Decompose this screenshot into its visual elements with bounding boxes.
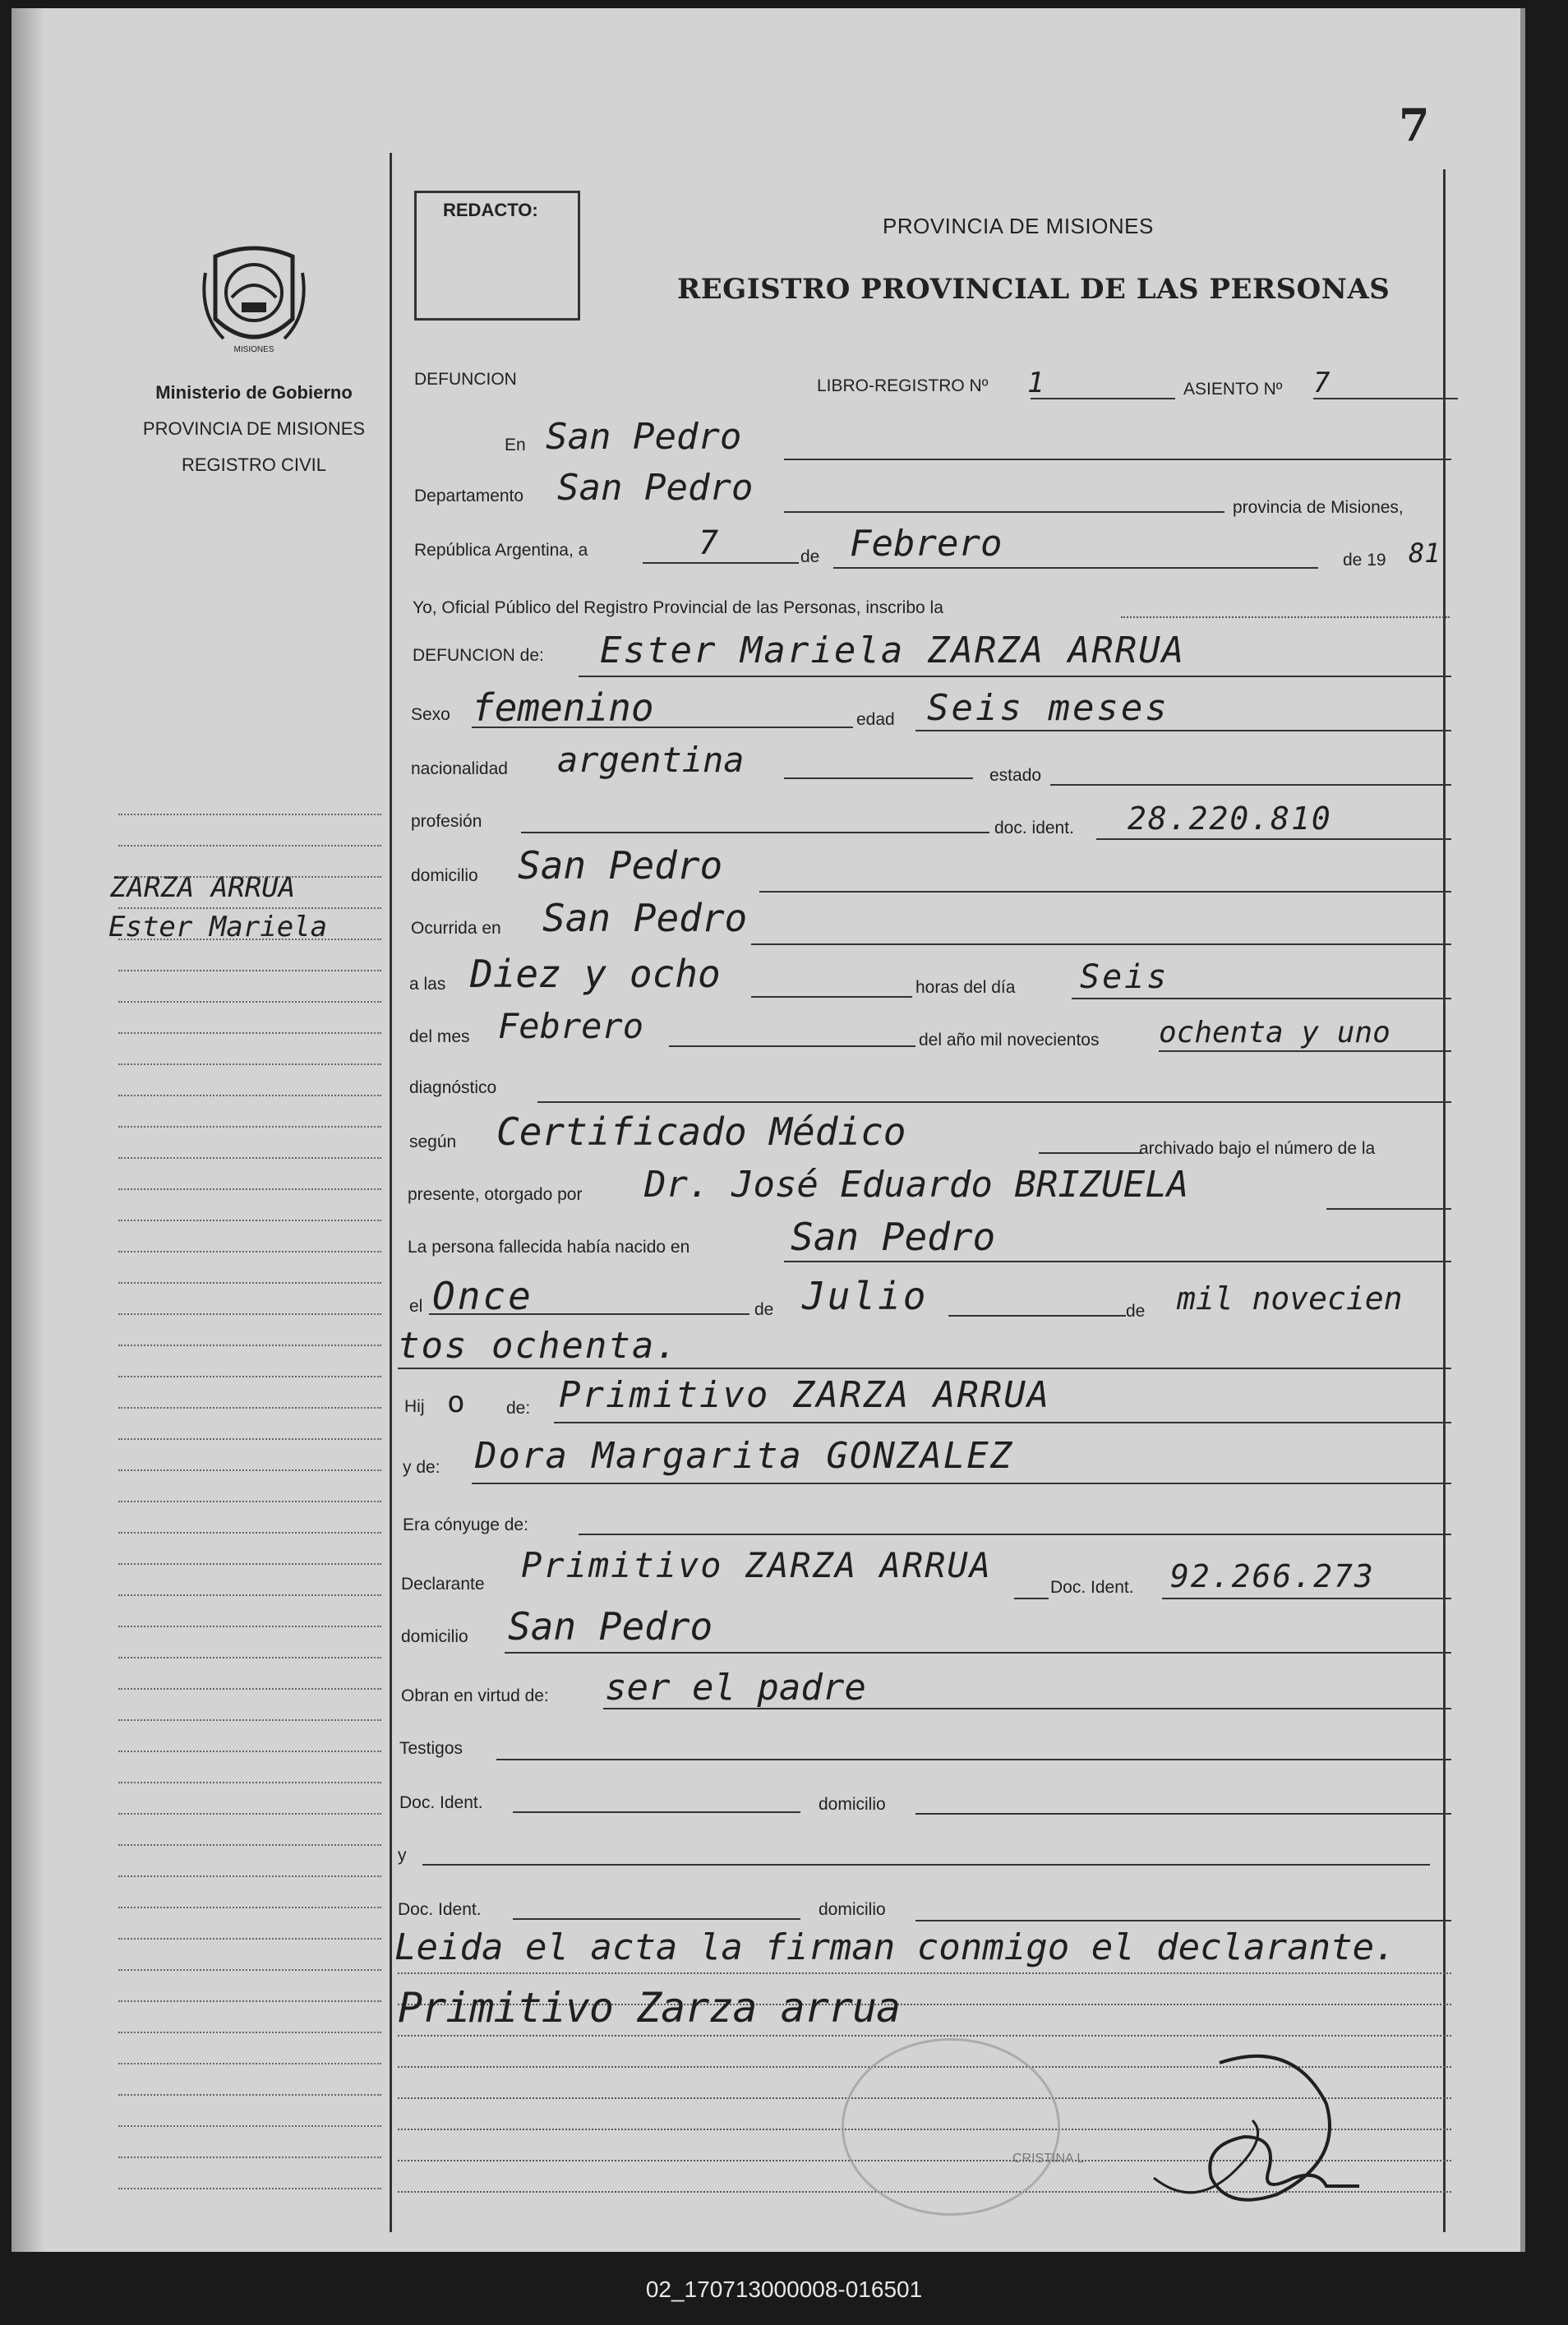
nac-year-value1: mil novecien — [1177, 1280, 1403, 1317]
margin-rule-line — [118, 2000, 381, 2002]
margin-rule-line — [118, 1407, 381, 1409]
margin-rule-line — [118, 1032, 381, 1034]
ocurrida-line — [751, 943, 1451, 945]
margin-rule-line — [118, 1563, 381, 1565]
departamento-value: San Pedro — [557, 467, 754, 509]
edad-label: edad — [856, 710, 895, 729]
closing-statement: Leida el acta la firman conmigo el declarante. — [394, 1926, 1396, 1968]
margin-rule-line — [118, 1626, 381, 1627]
dom1-line — [915, 1813, 1451, 1815]
margin-rule-line — [118, 970, 381, 971]
margin-rule-line — [118, 2125, 381, 2127]
domicilio-label: domicilio — [411, 866, 478, 885]
margin-rule-line — [118, 1220, 381, 1221]
testigos-label: Testigos — [399, 1739, 463, 1758]
register-page — [12, 8, 1525, 2252]
en-line — [784, 459, 1451, 460]
declarante-dom-label: domicilio — [401, 1627, 468, 1646]
nac-year-line2 — [398, 1368, 1451, 1369]
nacionalidad-label: nacionalidad — [411, 759, 508, 778]
margin-rule-line — [118, 2157, 381, 2158]
conyuge-line — [579, 1534, 1451, 1535]
estado-line — [1050, 784, 1451, 786]
estado-label: estado — [989, 766, 1042, 785]
horas-value: Seis — [1080, 958, 1169, 996]
doc2-line — [513, 1918, 800, 1920]
margin-rule-line — [118, 1469, 381, 1471]
year-value: 81 — [1409, 537, 1441, 569]
declarante-doc-label: Doc. Ident. — [1050, 1578, 1134, 1597]
header-registry: REGISTRO PROVINCIAL DE LAS PERSONAS — [677, 273, 1390, 306]
diagnostico-line — [537, 1101, 1451, 1103]
y-de-value: Dora Margarita GONZALEZ — [475, 1435, 1014, 1477]
diagnostico-label: diagnóstico — [409, 1078, 497, 1097]
hijo-de-line — [554, 1422, 1451, 1423]
doc1-label: Doc. Ident. — [399, 1793, 483, 1812]
republica-label: República Argentina, a — [414, 541, 588, 560]
nacionalidad-line — [784, 777, 973, 779]
en-value: San Pedro — [546, 416, 742, 458]
margin-rule-line — [118, 845, 381, 847]
a-las-line — [751, 996, 912, 998]
nac-year-value2: tos ochenta. — [398, 1325, 679, 1367]
defuncion-de-label: DEFUNCION de: — [413, 646, 544, 665]
stamp-text: CRISTINA L — [1012, 2152, 1085, 2166]
doc1-line — [513, 1811, 800, 1813]
declarante-label: Declarante — [401, 1575, 485, 1594]
nac-de-label: de — [754, 1300, 774, 1319]
horas-label: horas del día — [915, 978, 1016, 997]
declarante-dom-line — [505, 1652, 1451, 1654]
day-value: 7 — [699, 524, 719, 562]
del-mes-label: del mes — [409, 1027, 470, 1046]
margin-rule-line — [118, 1813, 381, 1815]
dom1-label: domicilio — [819, 1795, 886, 1814]
doc2-label: Doc. Ident. — [398, 1900, 482, 1919]
el-value: Once — [432, 1274, 533, 1318]
hijo-suffix: o — [447, 1386, 465, 1419]
margin-rule-line — [118, 1532, 381, 1534]
departamento-label: Departamento — [414, 487, 524, 505]
presente-line — [1326, 1208, 1451, 1210]
redacto-box — [414, 191, 580, 321]
header-province: PROVINCIA DE MISIONES — [883, 214, 1154, 238]
margin-rule-line — [118, 1844, 381, 1846]
del-mes-line — [669, 1045, 915, 1047]
y-de-line — [472, 1483, 1451, 1484]
sexo-line — [472, 727, 853, 728]
margin-surname: ZARZA ARRUA — [110, 871, 296, 904]
del-anio-value: ochenta y uno — [1159, 1016, 1390, 1049]
margin-rule-line — [118, 1063, 381, 1065]
nac-de-label2: de — [1126, 1302, 1146, 1321]
margin-rule-line — [118, 1157, 381, 1159]
margin-rule-line — [118, 1907, 381, 1908]
declarante-line — [1014, 1598, 1049, 1599]
margin-rule-line — [118, 1376, 381, 1377]
right-border-line — [1443, 169, 1446, 2232]
edad-value: Seis meses — [927, 687, 1169, 729]
segun-line — [1039, 1152, 1142, 1154]
ocurrida-value: San Pedro — [542, 896, 748, 940]
defuncion-title: DEFUNCION — [414, 370, 517, 389]
del-anio-label: del año mil novecientos — [919, 1031, 1100, 1049]
margin-rule-line — [118, 1875, 381, 1877]
closing-rule-line — [398, 1972, 1451, 1974]
margin-rule-line — [118, 1126, 381, 1128]
doc-ident-value: 28.220.810 — [1128, 800, 1332, 837]
ministry-line1: Ministerio de Gobierno — [155, 382, 353, 403]
image-caption: 02_170713000008-016501 — [645, 2277, 923, 2302]
nac-month-line — [948, 1315, 1126, 1317]
redacto-label: REDACTO: — [443, 200, 538, 220]
margin-rule-line — [118, 814, 381, 815]
declarante-dom-value: San Pedro — [508, 1604, 713, 1649]
year-label: de 19 — [1343, 551, 1386, 570]
hijo-label: Hij — [404, 1397, 425, 1416]
day-line — [643, 562, 799, 564]
libro-line — [1031, 398, 1175, 399]
sexo-label: Sexo — [411, 705, 450, 724]
presente-value: Dr. José Eduardo BRIZUELA — [644, 1164, 1189, 1206]
domicilio-line — [759, 891, 1451, 893]
provincial-emblem — [199, 240, 309, 358]
el-line — [429, 1313, 749, 1315]
hijo-de-label: de: — [506, 1399, 531, 1418]
profesion-line — [521, 832, 989, 833]
y-de-label: y de: — [403, 1458, 440, 1477]
margin-rule-line — [118, 2032, 381, 2033]
archivado-label: archivado bajo el número de la — [1139, 1139, 1376, 1158]
declarante-value: Primitivo ZARZA ARRUA — [521, 1545, 993, 1585]
en-label: En — [505, 436, 526, 454]
y-line — [422, 1864, 1430, 1866]
margin-rule-line — [118, 1282, 381, 1284]
margin-rule-line — [118, 1719, 381, 1721]
conyuge-label: Era cónyuge de: — [403, 1515, 528, 1534]
margin-rule-line — [118, 2063, 381, 2064]
month-value: Febrero — [850, 523, 1003, 565]
obran-label: Obran en virtud de: — [401, 1686, 549, 1705]
libro-value: 1 — [1027, 367, 1045, 399]
ministry-line2: PROVINCIA DE MISIONES — [142, 418, 366, 439]
nacido-value: San Pedro — [791, 1215, 996, 1259]
margin-rule-line — [118, 1688, 381, 1690]
official-stamp — [842, 2038, 1060, 2216]
margin-rule-line — [118, 1751, 381, 1752]
del-mes-value: Febrero — [498, 1006, 644, 1046]
margin-rule-line — [118, 1938, 381, 1940]
nacido-label: La persona fallecida había nacido en — [408, 1238, 690, 1257]
margin-rule-line — [118, 2094, 381, 2096]
obran-value: ser el padre — [605, 1667, 866, 1709]
segun-label: según — [409, 1133, 457, 1151]
a-las-label: a las — [409, 975, 446, 994]
margin-rule-line — [118, 1345, 381, 1346]
declarante-doc-line — [1162, 1598, 1451, 1599]
nac-month-value: Julio — [802, 1274, 929, 1318]
sexo-value: femenino — [472, 685, 654, 730]
del-anio-line — [1159, 1050, 1451, 1052]
margin-rule-line — [118, 1594, 381, 1596]
segun-value: Certificado Médico — [496, 1109, 906, 1154]
yo-line — [1121, 616, 1450, 618]
doc-ident-label: doc. ident. — [994, 819, 1074, 837]
y-label: y — [398, 1846, 407, 1865]
a-las-value: Diez y ocho — [470, 952, 721, 996]
el-label: el — [409, 1297, 423, 1316]
margin-rule-line — [118, 1438, 381, 1440]
official-signature — [1129, 2046, 1367, 2227]
margin-rule-line — [118, 1782, 381, 1783]
yo-label: Yo, Oficial Público del Registro Provincial de las Personas, inscribo la — [413, 598, 943, 617]
margin-given-names: Ester Mariela — [108, 911, 328, 943]
margin-rule-line — [118, 876, 381, 878]
nacionalidad-value: argentina — [557, 740, 745, 780]
declarante-doc-value: 92.266.273 — [1170, 1558, 1375, 1594]
margin-rule-line — [118, 1501, 381, 1502]
closing-rule-line — [398, 2035, 1451, 2037]
asiento-line — [1313, 398, 1458, 399]
margin-rule-line — [118, 2188, 381, 2189]
nacido-line — [784, 1261, 1451, 1262]
page-number: 7 — [1399, 99, 1430, 151]
margin-rule-line — [118, 1251, 381, 1252]
obran-line — [603, 1708, 1451, 1709]
departamento-line — [784, 511, 1224, 513]
dom2-label: domicilio — [819, 1900, 886, 1919]
month-line — [833, 567, 1318, 569]
left-border-line — [390, 153, 392, 2232]
asiento-label: ASIENTO Nº — [1183, 380, 1283, 399]
margin-rule-line — [118, 1001, 381, 1003]
ministry-block — [118, 375, 390, 483]
margin-rule-line — [118, 1969, 381, 1971]
profesion-label: profesión — [411, 812, 482, 831]
margin-rule-line — [118, 907, 381, 909]
margin-rule-line — [118, 1095, 381, 1096]
margin-rule-line — [118, 1188, 381, 1190]
defuncion-de-value: Ester Mariela ZARZA ARRUA — [600, 630, 1186, 671]
testigos-line — [496, 1759, 1451, 1760]
margin-rule-line — [118, 939, 381, 940]
hijo-de-value: Primitivo ZARZA ARRUA — [559, 1374, 1051, 1416]
ocurrida-label: Ocurrida en — [411, 919, 501, 938]
asiento-value: 7 — [1313, 367, 1330, 399]
domicilio-value: San Pedro — [518, 843, 723, 888]
edad-line — [915, 730, 1451, 731]
doc-ident-line — [1096, 838, 1451, 840]
declarant-signature: Primitivo Zarza arrua — [398, 1984, 901, 2032]
ministry-line3: REGISTRO CIVIL — [181, 454, 327, 475]
dom2-line — [915, 1920, 1451, 1921]
horas-line — [1072, 998, 1451, 999]
libro-label: LIBRO-REGISTRO Nº — [817, 376, 989, 395]
provincia-label: provincia de Misiones, — [1233, 498, 1404, 517]
margin-rule-line — [118, 1657, 381, 1658]
presente-label: presente, otorgado por — [408, 1185, 583, 1204]
margin-rule-line — [118, 1313, 381, 1315]
emblem-text: MISIONES — [233, 345, 274, 354]
de-label: de — [800, 547, 820, 566]
defuncion-de-line — [579, 676, 1451, 677]
